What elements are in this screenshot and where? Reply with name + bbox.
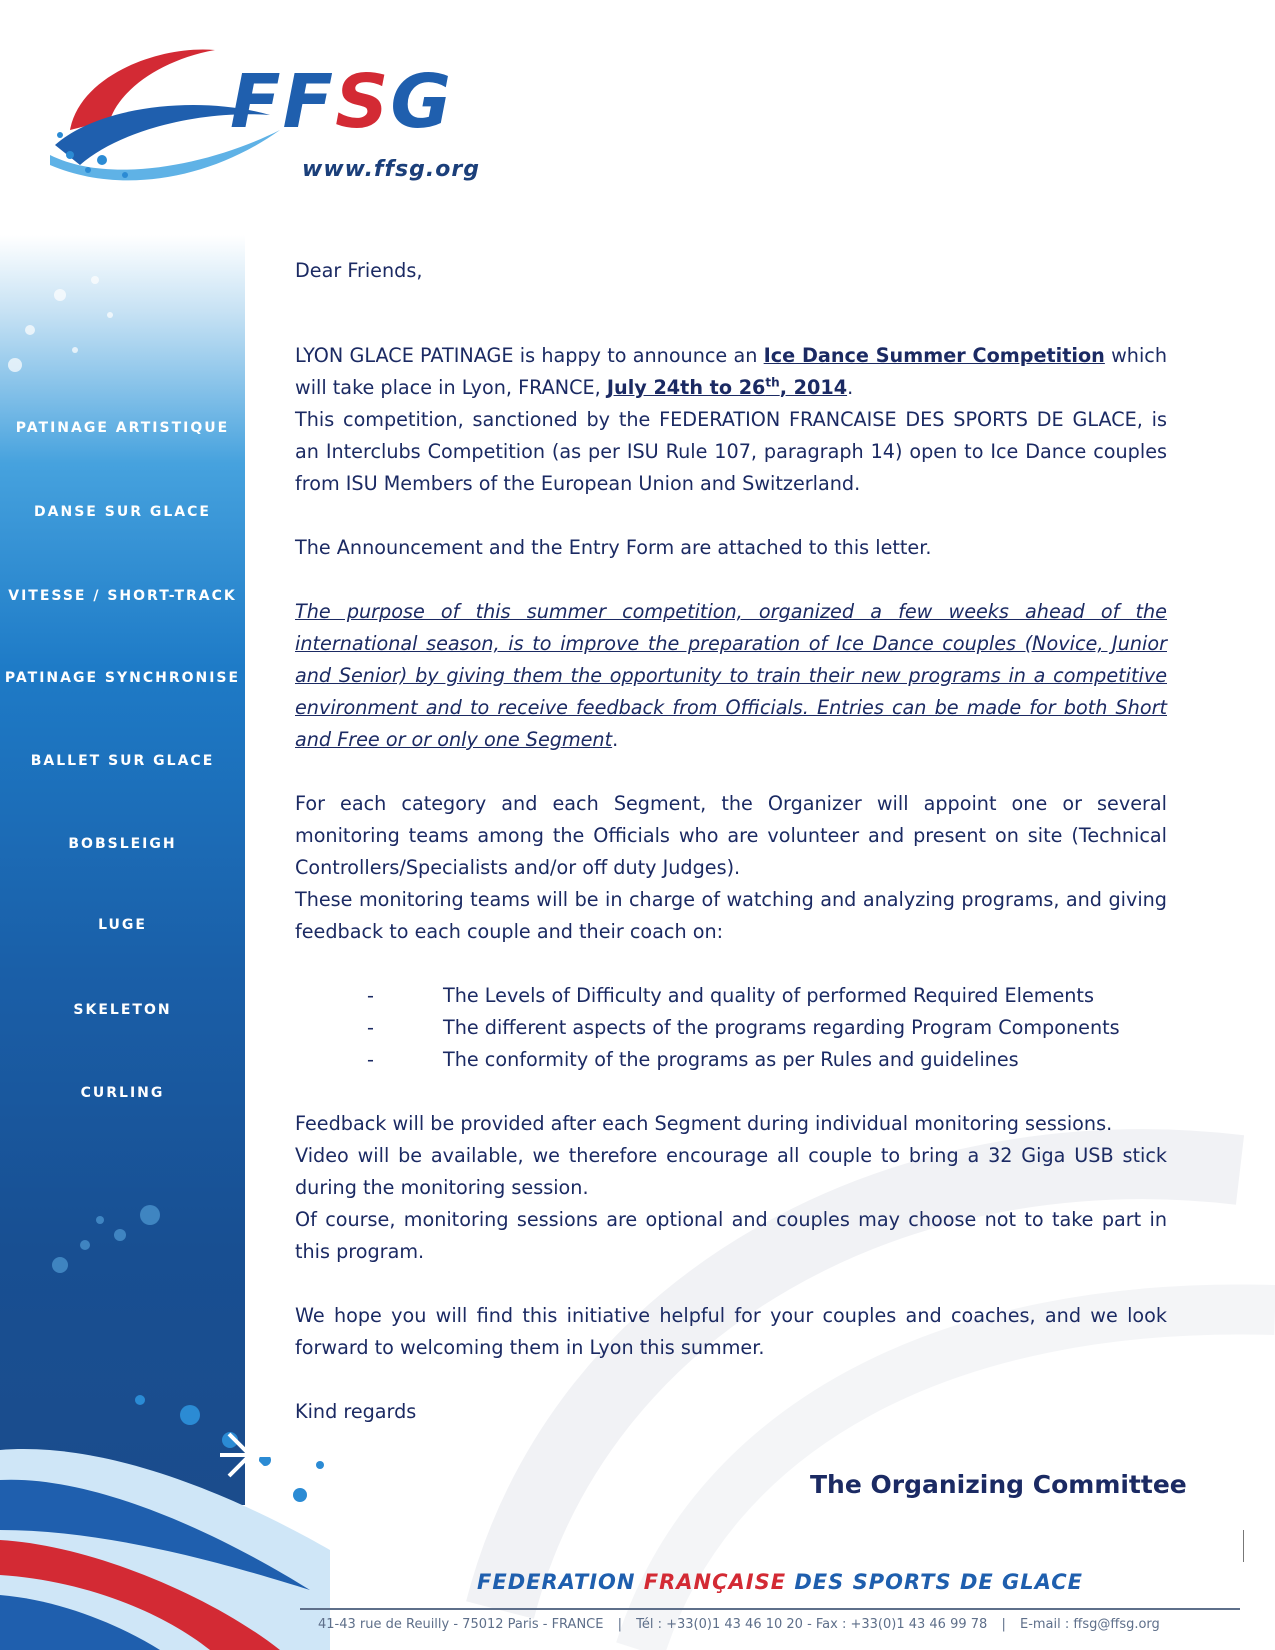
optional-paragraph: Of course, monitoring sessions are optional and couples may choose not to take part in this program. [295,1208,1167,1263]
logo-g: G [390,59,454,145]
footer-address: 41-43 rue de Reuilly - 75012 Paris - FRANCE [318,1617,604,1632]
sidebar-item-ballet-sur-glace[interactable]: BALLET SUR GLACE [30,753,215,769]
feedback-sessions-paragraph: Feedback will be provided after each Segment during individual monitoring sessions. [295,1112,1113,1135]
footer-phone-fax: Tél : +33(0)1 43 46 10 20 - Fax : +33(0)1 43 46 99 78 [636,1617,988,1632]
footer-federation-title: FEDERATION FRANÇAISE DES SPORTS DE GLACE [477,1570,1084,1594]
snowflake-decoration-icon [0,255,245,405]
sidebar-item-patinage-synchronise[interactable]: PATINAGE SYNCHRONISE [4,670,241,686]
footer-divider [300,1608,1240,1610]
sidebar-item-danse-sur-glace[interactable]: DANSE SUR GLACE [34,504,211,520]
sidebar [0,235,245,1505]
logo-url[interactable]: www.ffsg.org [302,157,480,182]
monitoring-teams-paragraph: For each category and each Segment, the Organizer will appoint one or several monitoring teams among the Officials who are volunteer and present on site (Technical Controllers/Specialists and/or off duty Judges). [295,792,1167,879]
sidebar-item-bobsleigh[interactable]: BOBSLEIGH [68,836,177,852]
video-paragraph: Video will be available, we therefore encourage all couple to bring a 32 Giga USB stick during the monitoring session. [295,1144,1167,1199]
page-margin-mark [1243,1530,1244,1562]
sidebar-item-skeleton[interactable]: SKELETON [73,1002,172,1018]
signature: The Organizing Committee [810,1470,1187,1499]
feedback-topics-list [295,980,1167,1076]
competition-dates: July 24th to 26th, 2014 [606,375,848,399]
kind-regards: Kind regards [295,1400,417,1423]
list-item: - The different aspects of the programs regarding Program Components [367,1016,1120,1039]
feedback-intro-paragraph: These monitoring teams will be in charge of watching and analyzing programs, and giving feedback to each couple and their coach on: [295,888,1167,943]
sanction-paragraph: This competition, sanctioned by the FEDERATION FRANCAISE DES SPORTS DE GLACE, is an Interclubs Competition (as per ISU Rule 107, paragraph 14) open to Ice Dance couples from ISU Members of the European Union and Switzerland. [295,408,1167,495]
sidebar-item-curling[interactable]: CURLING [80,1085,165,1101]
list-item: - The Levels of Difficulty and quality of performed Required Elements [367,984,1094,1007]
logo-ff: FF [230,59,336,145]
footer-contact: 41-43 rue de Reuilly - 75012 Paris - FRANCE | Tél : +33(0)1 43 46 10 20 - Fax : +33(0)1 43 46 99 78 | E-mail : ffsg@ffsg.org [318,1617,1160,1632]
letter-body [295,255,1167,1428]
competition-name: Ice Dance Summer Competition [763,344,1105,367]
sidebar-item-vitesse-short-track[interactable]: VITESSE / SHORT-TRACK [8,588,237,604]
logo-wordmark [230,59,454,145]
sidebar-item-patinage-artistique[interactable]: PATINAGE ARTISTIQUE [15,420,230,436]
purpose-paragraph: The purpose of this summer competition, organized a few weeks ahead of the international season, is to improve the preparation of Ice Dance couples (Novice, Junior and Senior) by giving them the opportunity to train their new programs in a competitive environment and to receive feedback from Officials. Entries can be made for both Short and Free or or only one Segment. [295,600,1167,751]
ffsg-logo [40,35,500,185]
snowflake-cluster-icon [0,1195,245,1335]
attachments-paragraph: The Announcement and the Entry Form are attached to this letter. [295,536,932,559]
sidebar-item-luge[interactable]: LUGE [98,917,147,933]
logo-s: S [335,59,391,145]
list-item: - The conformity of the programs as per Rules and guidelines [367,1048,1019,1071]
intro-paragraph: LYON GLACE PATINAGE is happy to announce an Ice Dance Summer Competition which will take place in Lyon, FRANCE, July 24th to 26th, 2014. [295,344,1167,399]
greeting: Dear Friends, [295,259,423,282]
footer-email[interactable]: E-mail : ffsg@ffsg.org [1019,1617,1160,1632]
closing-paragraph: We hope you will find this initiative helpful for your couples and coaches, and we look forward to welcoming them in Lyon this summer. [295,1304,1167,1359]
